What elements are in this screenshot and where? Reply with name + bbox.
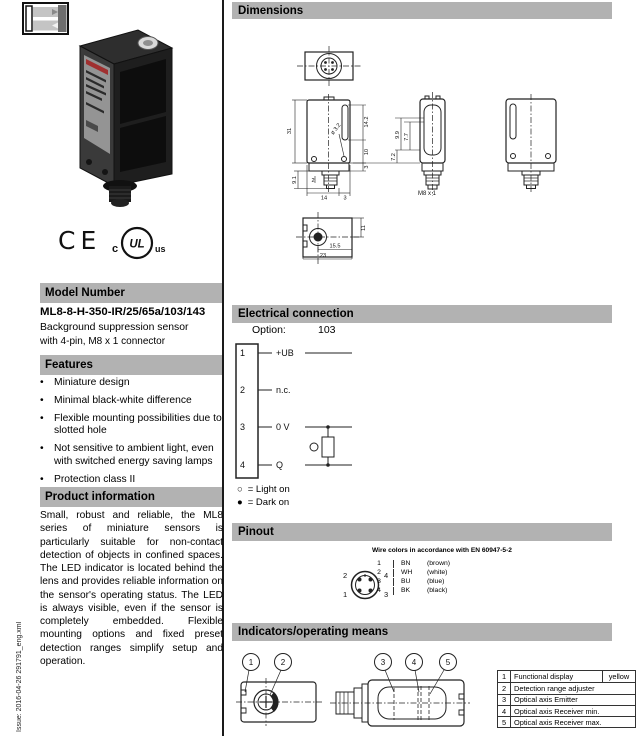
pin-no-4: 4 [240,460,246,470]
connector-pin-4: 4 [384,571,389,580]
option-label: Option: [252,324,286,336]
dim-10: 10 [364,148,370,156]
dim-m8x1: M8 x 1 [418,191,437,197]
row-number: 5 [498,717,511,727]
dimension-rear-view [506,94,556,192]
ul-c-label: c [112,243,119,255]
dim-3-bottom: 3 [343,195,347,202]
bullet: • [40,394,44,406]
model-description-1: Background suppression sensor [40,322,189,333]
wire-color: (blue) [427,578,445,585]
section-header-dimensions [232,2,612,19]
wire-code: BU [401,578,411,585]
pin-label-0v: 0 V [276,422,290,432]
model-description-2: with 4-pin, M8 x 1 connector [40,336,166,347]
wire-color: (black) [427,587,448,594]
row-number: 4 [498,706,511,716]
dimension-side-view [353,92,445,196]
wire-pin: 2 [377,569,381,576]
table-row [498,682,635,693]
wire-row-3 [372,577,473,586]
feature-item [40,474,224,487]
row-text: Detection range adjuster [514,683,595,693]
wire-separator [393,578,394,586]
ul-us-label: us [155,244,166,254]
connector-pin-3: 3 [384,590,389,599]
callout-4: 4 [411,658,417,667]
bullet: • [40,412,44,424]
wire-separator [393,587,394,595]
dimension-front-view [292,94,366,196]
row-text: Optical axis Emitter [514,695,578,705]
wire-colors-note: Wire colors in accordance with EN 60947-5-2 [372,547,512,554]
dark-on-text: = Dark on [247,497,290,508]
wire-separator [393,560,394,568]
row-number: 1 [498,671,511,682]
dim-11: 11 [361,225,367,231]
dimension-drawing [240,28,615,278]
dim-7-7: 7.7 [404,133,410,141]
feature-text: Not sensitive to ambient light, even with switched energy saving lamps [54,443,214,467]
product-information-text: Small, robust and reliable, the ML8 series of miniature sensors is particularly suitable for non-contact detection of objects in confined spaces. The LED indicator is located behind the lens and provides reliable information on the sensor's operating status. The LED is always visible, even if the sensor is completely embedded. Flexible mounting options and fixed preset detection ranges simplify setup and operation. [40,510,223,667]
row-extra: yellow [602,671,635,682]
section-header-model-number [40,283,222,303]
wire-row-1 [372,559,473,568]
table-row [498,671,635,682]
indicators-top-view-drawing [236,650,322,728]
section-title: Indicators/operating means [238,626,389,638]
wire-code: WH [401,569,413,576]
dimension-top-view [297,46,361,86]
sensor-connector [103,180,137,207]
feature-text: Miniature design [54,377,130,388]
table-row [498,705,635,716]
pin-no-1: 1 [240,348,246,358]
bullet: • [40,377,44,388]
feature-text: Flexible mounting possibilities due to slotted hole [54,412,222,437]
section-header-product-information [40,487,222,507]
option-value: 103 [318,324,336,336]
feature-item [40,395,224,408]
table-row [498,694,635,705]
wire-row-2 [372,568,473,577]
electrical-connection-diagram [232,338,392,488]
light-on-symbol [310,443,318,451]
dim-31: 31 [287,127,293,135]
bullet: • [40,443,44,455]
dim-dia-3-2: ø 3.2 [329,122,343,137]
row-number: 3 [498,695,511,705]
ul-mark [106,224,168,262]
dim-9-9: 9.9 [395,131,401,139]
section-title: Pinout [238,526,274,538]
row-text: Optical axis Receiver max. [514,717,602,727]
table-row [498,716,635,727]
wire-code: BN [401,560,411,567]
pin-label-q: Q [276,460,284,470]
callout-3: 3 [380,658,386,667]
dim-7-2: 7.2 [391,153,397,161]
light-on-symbol: ○ [237,484,243,495]
dim-15-5: 15.5 [329,243,341,250]
connector-pin-2: 2 [343,571,348,580]
callout-2: 2 [280,658,286,667]
product-photo [58,22,186,212]
dark-on-symbol: ● [237,497,243,508]
row-text: Functional display [514,672,574,682]
ce-mark: CE [58,226,102,255]
section-header-indicators [232,623,612,641]
section-title: Features [45,359,93,371]
pin-label-ub: +UB [276,348,294,358]
dim-14: 14 [320,195,328,202]
light-on-text: = Light on [247,484,290,495]
legend-dark-on [237,497,289,508]
wire-pin: 1 [377,560,381,567]
load-circuit [305,353,352,467]
feature-text: Minimal black-white difference [54,394,192,406]
section-header-pinout [232,523,612,541]
wire-row-4 [372,586,473,595]
section-title: Dimensions [238,4,304,17]
wire-separator [393,569,394,577]
wire-code: BK [401,587,411,594]
section-title: Electrical connection [238,308,354,320]
connector-pin-1: 1 [343,590,348,599]
pin-no-3: 3 [240,422,246,432]
sensor-body [80,30,172,186]
legend-light-on [237,484,290,495]
callout-1: 1 [248,658,254,667]
wire-pin: 4 [377,587,381,594]
features-list [40,377,224,491]
dim-3-right: 3 [364,165,370,169]
feature-text: Protection class II [54,473,136,485]
dim-23: 23 [319,253,327,259]
feature-item [40,377,224,390]
wire-pin: 3 [377,578,381,585]
ul-label: UL [129,238,145,251]
row-number: 2 [498,683,511,693]
section-header-electrical-connection [232,305,612,323]
bullet: • [40,473,44,485]
dim-9-1: 9.1 [292,176,298,184]
wire-color: (brown) [427,560,451,567]
callout-5: 5 [445,658,451,667]
indicators-table [497,670,636,728]
dim-14-2: 14.2 [364,116,370,128]
section-header-features [40,355,222,375]
indicators-side-view-drawing [330,650,470,728]
dimension-bottom-view [296,212,364,264]
section-title: Product information [45,491,155,503]
section-title: Model Number [45,287,125,299]
pin-label-nc: n.c. [276,385,291,395]
dim-2: 2 [311,178,315,184]
feature-item [40,443,224,469]
pin-no-2: 2 [240,385,246,395]
model-number-value: ML8-8-H-350-IR/25/65a/103/143 [40,306,206,318]
document-issue-vertical-text: Issue: 2016-04-26 291791_eng.xml [16,621,23,732]
feature-item [40,413,224,439]
wire-color: (white) [427,569,448,576]
row-text: Optical axis Receiver min. [514,706,600,716]
